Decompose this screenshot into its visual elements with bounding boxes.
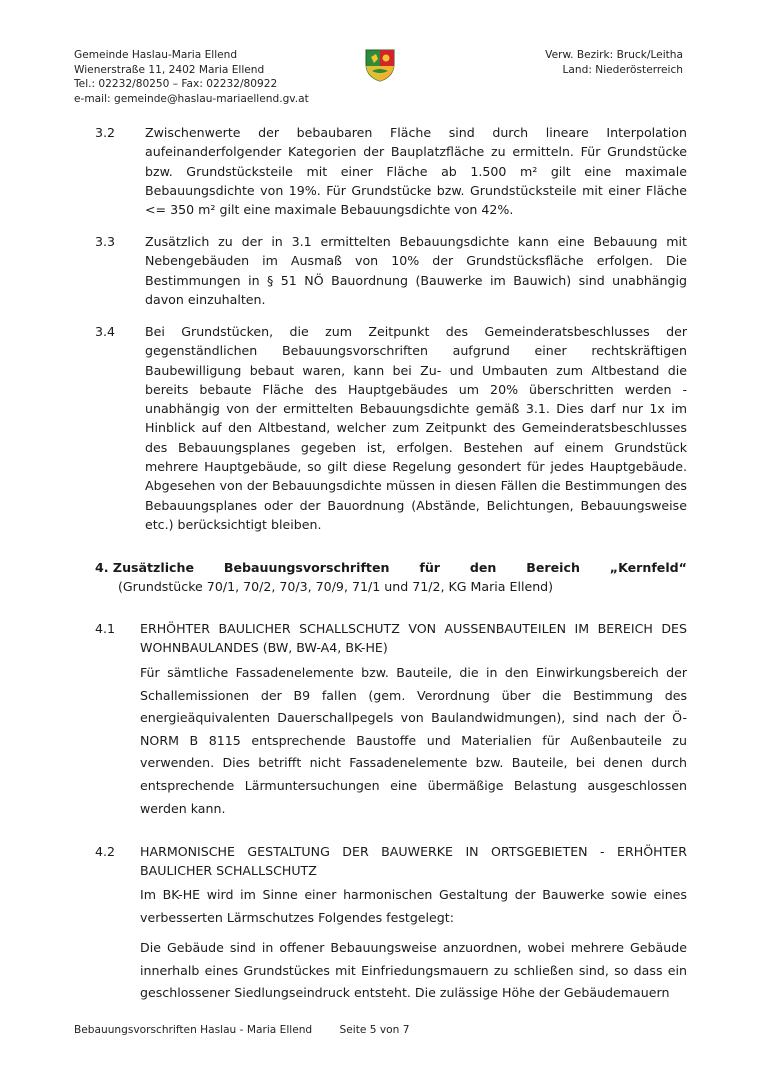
section-text: Bei Grundstücken, die zum Zeitpunkt des Gemeinderatsbeschlusses der gegenständlichen Bebauungsvorschriften aufgrund einer rechtskräftigen Baubewilligung bebaut waren, kann bei Zu- und Umbauten zum Altbestand die bereits bebaute Fläche des Hauptgebäudes um 20% überschritten werden - unabhängig von der ermittelten Bebauungsdichte gemäß 3.1. Dies darf nur 1x im Hinblick auf den Altbestand, welcher zum Zeitpunkt des Gemeinderatsbeschlusses des Bebauungsplanes gegeben ist, erfolgen. Bestehen auf einem Grundstück mehrere Hauptgebäude, so gilt diese Regelung gesondert für jedes Hauptgebäude. Abgesehen von der Bebauungsdichte müssen in diesen Fällen die Bestimmungen des Bebauungsplanes oder der Bauordnung (Abstände, Belichtungen, Bebauungsweise etc.) berücksichtigt bleiben. bbox=[145, 324, 687, 532]
page-footer bbox=[74, 1024, 409, 1036]
section-text: Zwischenwerte der bebaubaren Fläche sind durch lineare Interpolation aufeinanderfolgender Kategorien der Bauplatzfläche zu ermitteln. Für Grundstücke bzw. Grundstücksteile mit einer Fläche ab 1.500 m² gilt eine maximale Bebauungsdichte von 19%. Für Grundstücke bzw. Grundstücksteile mit einer Fläche <= 350 m² gilt eine maximale Bebauungsdichte von 42%. bbox=[145, 125, 687, 218]
address-line: e-mail: gemeinde@haslau-mariaellend.gv.at bbox=[74, 92, 309, 105]
address-line: Gemeinde Haslau-Maria Ellend bbox=[74, 49, 238, 61]
heading-word: Bereich bbox=[526, 560, 580, 575]
section-3-3 bbox=[95, 232, 687, 312]
subsection-4-2 bbox=[95, 842, 687, 882]
heading-word: „Kernfeld“ bbox=[609, 560, 687, 575]
document-title: Bebauungsvorschriften Haslau - Maria Ellend bbox=[74, 1024, 313, 1036]
section-text: Zusätzlich zu der in 3.1 ermittelten Bebauungsdichte kann eine Bebauung mit Nebengebäuden im Ausmaß von 10% der Grundstücksfläche erfolgen. Die Bestimmungen in § 51 NÖ Bauordnung (Bauwerke im Bauwich) sind unabhängig davon einzuhalten. bbox=[145, 234, 687, 307]
section-number: 3.4 bbox=[95, 324, 116, 339]
subsection-caption: ERHÖHTER BAULICHER SCHALLSCHUTZ VON AUSSENBAUTEILEN IM BEREICH DES WOHNBAULANDES (BW, BW-A4, BK-HE) bbox=[140, 621, 687, 655]
subsection-number: 4.2 bbox=[95, 844, 116, 859]
heading-word: 4. Zusätzliche bbox=[95, 560, 194, 575]
municipality-address bbox=[74, 48, 309, 106]
state-line: Land: Niederösterreich bbox=[562, 64, 683, 76]
address-line: Wienerstraße 11, 2402 Maria Ellend bbox=[74, 63, 265, 76]
paragraph: Für sämtliche Fassadenelemente bzw. Bauteile, die in den Einwirkungsbereich der Schallemissionen der B9 fallen (gem. Verordnung über die Bestimmung des energieäquivalenten Dauerschallpegels von Baulandwidmungen), sind nach der Ö-NORM B 8115 entsprechende Baustoffe und Materialien für Außenbauteile zu verwenden. Dies betrifft nicht Fassadenelemente bzw. Bauteile, bei denen durch entsprechende Lärmuntersuchungen eine übermäßige Belastung ausgeschlossen werden kann. bbox=[140, 665, 687, 816]
heading-word: für bbox=[419, 560, 440, 575]
section-4-heading bbox=[95, 558, 687, 597]
paragraph: Die Gebäude sind in offener Bebauungsweise anzuordnen, wobei mehrere Gebäude innerhalb eines Grundstückes mit Einfriedungsmauern zu schließen sind, so dass ein geschlossener Siedlungseindruck entsteht. Die zulässige Höhe der Gebäudemauern bbox=[140, 940, 687, 1001]
subsection-caption: HARMONISCHE GESTALTUNG DER BAUWERKE IN ORTSGEBIETEN - ERHÖHTER BAULICHER SCHALLSCHUTZ bbox=[140, 844, 687, 878]
district-line: Verw. Bezirk: Bruck/Leitha bbox=[545, 49, 683, 61]
section-3-2 bbox=[95, 123, 687, 218]
paragraph: Im BK-HE wird im Sinne einer harmonischen Gestaltung der Bauwerke sowie eines verbesserten Lärmschutzes Folgendes festgelegt: bbox=[140, 887, 687, 925]
section-number: 3.3 bbox=[95, 234, 116, 249]
coat-of-arms-icon bbox=[362, 47, 398, 83]
section-3-4 bbox=[95, 322, 687, 532]
address-line: Tel.: 02232/80250 – Fax: 02232/80922 bbox=[74, 78, 278, 90]
page-number: Seite 5 von 7 bbox=[339, 1024, 410, 1036]
subsection-number: 4.1 bbox=[95, 621, 116, 636]
district-info bbox=[545, 48, 683, 78]
heading-subtitle: (Grundstücke 70/1, 70/2, 70/3, 70/9, 71/1 und 71/2, KG Maria Ellend) bbox=[118, 579, 554, 595]
subsection-4-1 bbox=[95, 619, 687, 659]
heading-word: den bbox=[469, 560, 497, 575]
heading-title bbox=[95, 558, 687, 577]
section-number: 3.2 bbox=[95, 125, 116, 140]
heading-word: Bebauungsvorschriften bbox=[223, 560, 390, 575]
